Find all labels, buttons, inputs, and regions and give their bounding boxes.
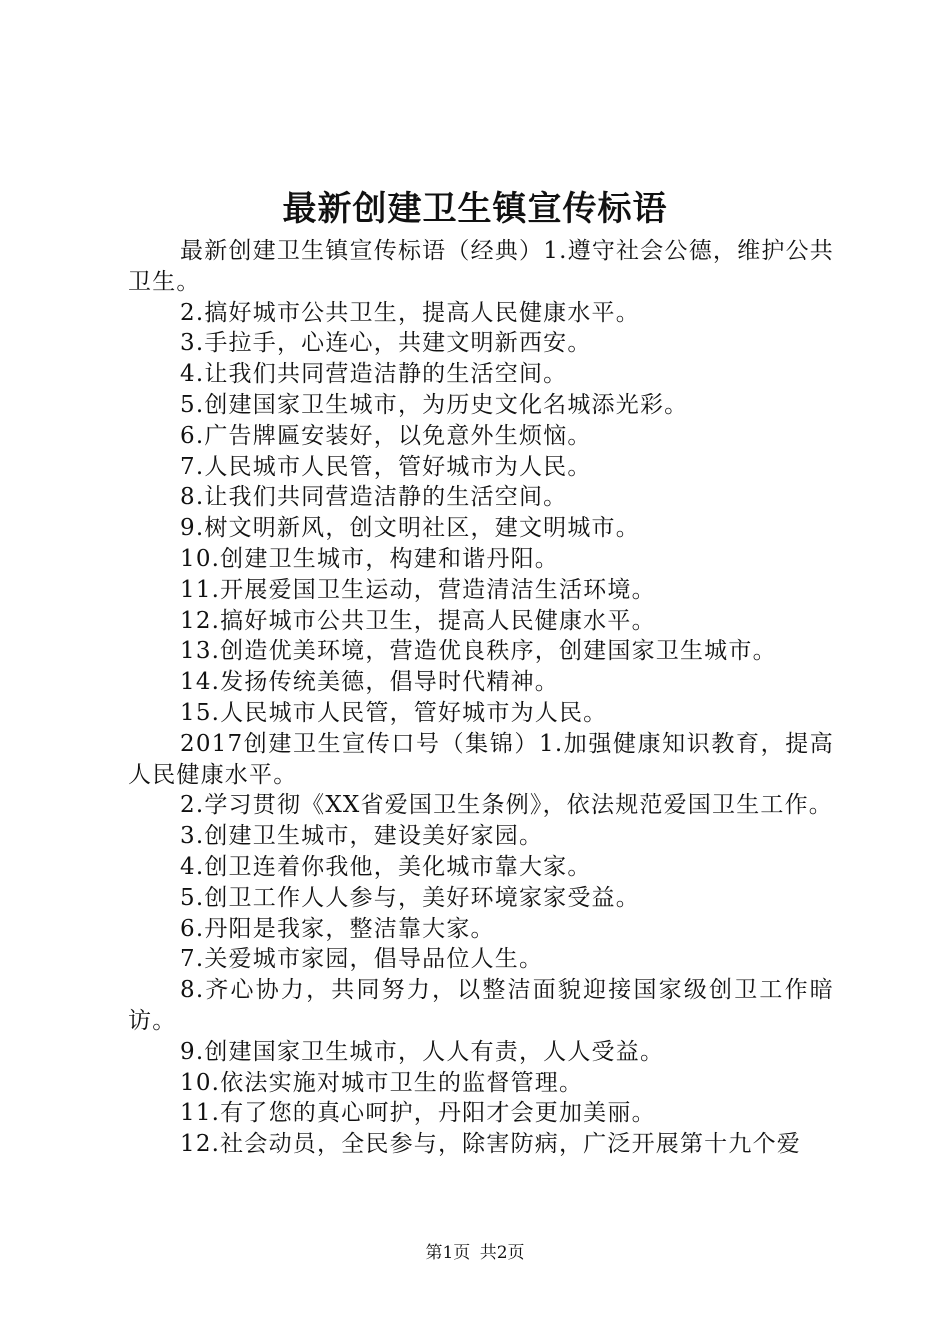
paragraph: 10.创建卫生城市，构建和谐丹阳。 <box>180 545 559 572</box>
paragraph: 7.人民城市人民管，管好城市为人民。 <box>180 453 592 480</box>
paragraph: 14.发扬传统美德，倡导时代精神。 <box>180 669 559 696</box>
paragraph: 2.搞好城市公共卫生，提高人民健康水平。 <box>180 299 640 326</box>
paragraph: 6.广告牌匾安装好，以免意外生烦恼。 <box>180 422 592 449</box>
paragraph: 10.依法实施对城市卫生的监督管理。 <box>180 1069 584 1096</box>
paragraph: 12.社会动员，全民参与，除害防病，广泛开展第十九个爱 <box>180 1131 801 1158</box>
page-footer <box>0 1240 950 1266</box>
paragraph: 11.开展爱国卫生运动，营造清洁生活环境。 <box>180 576 656 603</box>
paragraph: 11.有了您的真心呵护，丹阳才会更加美丽。 <box>180 1100 656 1127</box>
paragraph: 5.创建国家卫生城市，为历史文化名城添光彩。 <box>180 391 689 418</box>
paragraph: 3.创建卫生城市，建设美好家园。 <box>180 823 544 850</box>
paragraph: 2017创建卫生宣传口号（集锦）1.加强健康知识教育，提高人民健康水平。 <box>128 730 834 788</box>
document-body <box>128 236 834 1160</box>
paragraph: 4.让我们共同营造洁静的生活空间。 <box>180 361 568 388</box>
paragraph: 12.搞好城市公共卫生，提高人民健康水平。 <box>180 607 656 634</box>
paragraph: 6.丹阳是我家，整洁靠大家。 <box>180 915 495 942</box>
paragraph: 9.树文明新风，创文明社区，建文明城市。 <box>180 515 640 542</box>
paragraph: 9.创建国家卫生城市，人人有责，人人受益。 <box>180 1038 665 1065</box>
paragraph: 8.让我们共同营造洁静的生活空间。 <box>180 484 568 511</box>
paragraph: 8.齐心协力，共同努力，以整洁面貌迎接国家级创卫工作暗访。 <box>128 977 834 1034</box>
paragraph: 5.创卫工作人人参与，美好环境家家受益。 <box>180 884 640 911</box>
document-title: 最新创建卫生镇宣传标语 <box>282 189 668 229</box>
paragraph: 最新创建卫生镇宣传标语（经典）1.遵守社会公德，维护公共卫生。 <box>128 238 834 295</box>
paragraph: 15.人民城市人民管，管好城市为人民。 <box>180 699 608 726</box>
page-number-current: 第1页 <box>425 1243 471 1263</box>
page-number-total: 共2页 <box>479 1243 525 1263</box>
paragraph: 7.关爱城市家园，倡导品位人生。 <box>180 946 544 973</box>
paragraph: 2.学习贯彻《XX省爱国卫生条例》，依法规范爱国卫生工作。 <box>180 792 833 819</box>
paragraph: 3.手拉手，心连心，共建文明新西安。 <box>180 330 592 357</box>
paragraph: 13.创造优美环境，营造优良秩序，创建国家卫生城市。 <box>180 638 777 665</box>
paragraph: 4.创卫连着你我他，美化城市靠大家。 <box>180 853 592 880</box>
